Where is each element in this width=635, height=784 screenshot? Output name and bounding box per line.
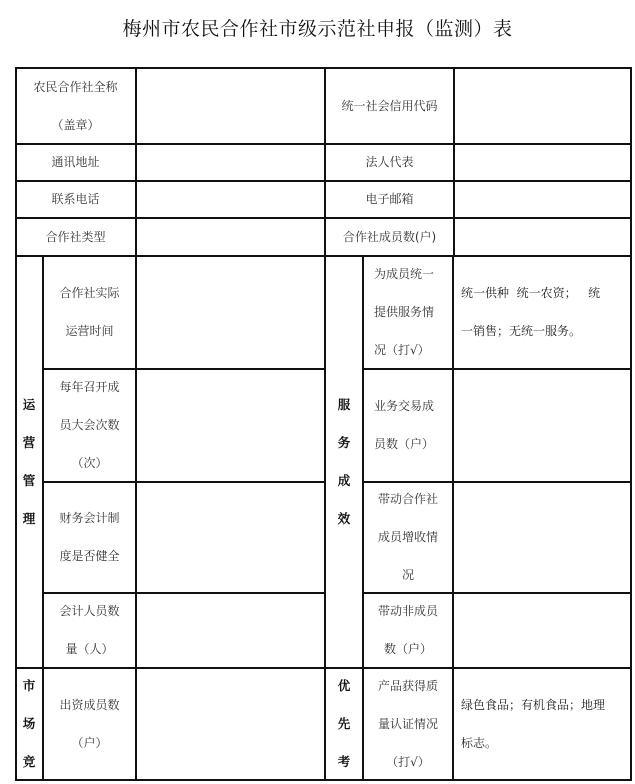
quality-cert-field[interactable] — [454, 668, 630, 779]
market-section-label — [16, 668, 42, 779]
operation-section-label — [16, 256, 42, 667]
phone-field[interactable] — [137, 181, 324, 217]
operation-time-field[interactable] — [137, 256, 324, 368]
label-line: 况（打√） — [374, 343, 430, 357]
label-char: 营 — [22, 434, 36, 450]
full-name-field[interactable] — [137, 68, 324, 143]
label-line: 产品获得质 — [377, 678, 438, 693]
service-section-label — [326, 256, 362, 667]
label-line: 提供服务情 — [374, 305, 435, 319]
priority-section-label — [326, 668, 362, 779]
email-label: 电子邮箱 — [365, 192, 414, 206]
address-label: 通讯地址 — [51, 155, 100, 169]
label-line: 度是否健全 — [59, 549, 120, 563]
label-line: 带动非成员 — [377, 604, 438, 618]
label-char: 先 — [337, 715, 351, 731]
value-line: 统一供种 统一农资； 统 — [461, 286, 601, 300]
label-line: 农民合作社全称 — [33, 79, 118, 94]
label-line: 成员增收情 — [377, 530, 438, 544]
email-field[interactable] — [455, 181, 630, 217]
label-line: 带动合作社 — [377, 492, 438, 506]
label-line: 出资成员数 — [59, 697, 120, 712]
legal-rep-label: 法人代表 — [365, 155, 414, 169]
coop-type-field[interactable] — [137, 218, 324, 255]
label-line: 每年召开成 — [59, 380, 120, 394]
investor-members-field[interactable] — [137, 668, 324, 779]
credit-code-field[interactable] — [455, 68, 630, 143]
address-field[interactable] — [137, 144, 324, 180]
operation-time-label — [44, 256, 135, 368]
accounting-system-field[interactable] — [137, 482, 324, 592]
label-line: 会计人员数 — [59, 604, 120, 618]
value-line: 绿色食品；有机食品；地理 — [461, 697, 606, 712]
member-count-field[interactable] — [455, 218, 630, 255]
label-line: 量（人） — [65, 642, 114, 656]
label-char: 运 — [22, 396, 36, 412]
accountant-count-field[interactable] — [137, 593, 324, 667]
label-line: 业务交易成 — [374, 399, 435, 413]
label-char: 场 — [22, 715, 36, 731]
transaction-members-field[interactable] — [454, 369, 630, 481]
phone-label: 联系电话 — [51, 192, 100, 206]
label-char: 考 — [337, 753, 351, 769]
label-line: 量认证情况 — [377, 716, 438, 731]
page-title: 梅州市农民合作社市级示范社申报（监测）表 — [122, 18, 513, 40]
accountant-count-label — [44, 593, 135, 667]
quality-cert-label — [364, 668, 452, 779]
accounting-system-label — [44, 482, 135, 592]
full-name-label — [16, 68, 135, 143]
label-line: 为成员统一 — [374, 267, 435, 281]
label-char: 优 — [337, 677, 351, 693]
non-member-count-label — [364, 593, 452, 667]
label-line: 况 — [401, 568, 414, 582]
transaction-members-label — [364, 369, 452, 481]
label-char: 理 — [22, 510, 36, 526]
label-char: 管 — [22, 472, 36, 488]
label-line: 财务会计制 — [59, 511, 120, 525]
label-char: 成 — [337, 472, 351, 488]
value-line: 一销售；无统一服务。 — [461, 324, 582, 338]
label-line: （次） — [71, 456, 108, 470]
label-char: 市 — [22, 677, 36, 693]
label-line: （户） — [71, 735, 108, 750]
member-count-label: 合作社成员数(户) — [342, 229, 437, 244]
label-char: 服 — [337, 396, 351, 412]
label-char: 效 — [337, 510, 351, 526]
legal-rep-field[interactable] — [455, 144, 630, 180]
meeting-count-field[interactable] — [137, 369, 324, 481]
unified-service-field[interactable] — [454, 256, 630, 368]
label-line: 运营时间 — [65, 324, 114, 338]
label-line: 员数（户） — [374, 437, 435, 451]
label-char: 务 — [337, 434, 351, 450]
label-line: 员大会次数 — [59, 418, 120, 432]
coop-type-label: 合作社类型 — [45, 229, 106, 244]
label-char: 竞 — [22, 753, 36, 769]
value-line: 标志。 — [461, 735, 498, 750]
non-member-count-field[interactable] — [454, 593, 630, 667]
label-line: 合作社实际 — [59, 286, 120, 300]
unified-service-label — [364, 256, 452, 368]
investor-members-label — [44, 668, 135, 779]
meeting-count-label — [44, 369, 135, 481]
credit-code-label: 统一社会信用代码 — [341, 98, 438, 113]
income-increase-field[interactable] — [454, 482, 630, 592]
label-line: （盖章） — [51, 117, 100, 132]
label-line: 数（户） — [383, 642, 432, 656]
table-border-right — [630, 67, 632, 780]
label-line: （打√） — [386, 754, 430, 769]
income-increase-label — [364, 482, 452, 592]
